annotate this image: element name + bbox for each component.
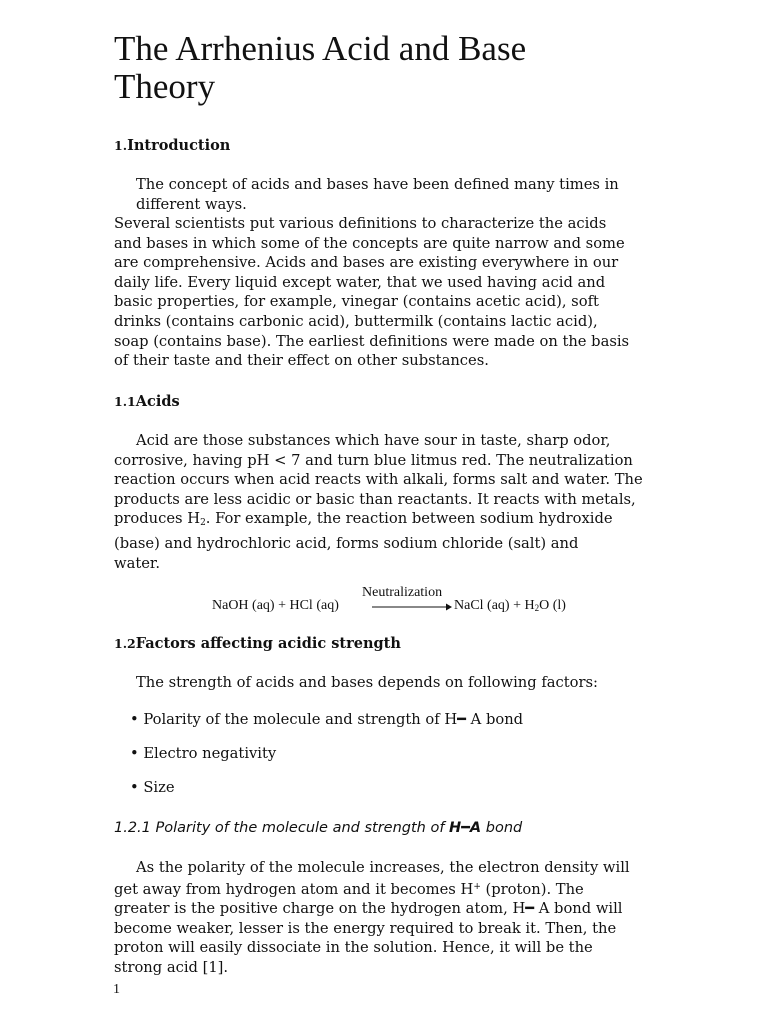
text-line: The concept of acids and bases have been defined many times in [136, 176, 619, 193]
acids-paragraph [114, 431, 674, 573]
superscript: + [473, 881, 481, 892]
heading-label: Factors affecting acidic strength [135, 635, 401, 652]
heading-label: Introduction [127, 137, 231, 154]
text-line: reaction occurs when acid reacts with alkali, forms salt and water. The [114, 471, 643, 489]
text-fragment: NaCl (aq) + H [454, 598, 535, 613]
text-fragment: O (l) [539, 598, 566, 613]
text-line: daily life. Every liquid except water, that we used having acid and [114, 273, 606, 291]
reaction-arrow-icon [372, 603, 452, 611]
text-line [114, 509, 674, 534]
heading-polarity [114, 820, 522, 836]
text-line: and bases in which some of the concepts are quite narrow and some [114, 234, 625, 252]
page-title [114, 30, 714, 106]
bond-symbol: ━ [525, 900, 535, 918]
neutralization-equation [212, 585, 612, 617]
heading-bond: H━A [449, 820, 482, 836]
polarity-paragraph [114, 858, 674, 978]
heading-factors [114, 635, 401, 652]
text-fragment: A bond will [534, 900, 623, 918]
text-fragment: get away from hydrogen atom and it becomes H [114, 880, 474, 898]
page-number: 1 [113, 982, 120, 997]
subscript: 2 [200, 518, 206, 529]
text-line: drinks (contains carbonic acid), buttermilk (contains lactic acid), [114, 312, 598, 330]
equation-reactants: NaOH (aq) + HCl (aq) [212, 598, 339, 613]
intro-paragraph-1 [114, 175, 674, 214]
heading-acids [114, 393, 180, 410]
text-fragment: produces H [114, 510, 201, 528]
text-line [114, 878, 674, 900]
bullet-text: • Polarity of the molecule and strength of H [130, 711, 458, 728]
text-fragment: . For example, the reaction between sodium hydroxide [205, 510, 613, 528]
text-line: corrosive, having pH < 7 and turn blue litmus red. The neutralization [114, 451, 633, 469]
text-line: basic properties, for example, vinegar (contains acetic acid), soft [114, 293, 599, 311]
heading-number: 1.2.1 [114, 820, 151, 836]
text-fragment: (proton). The [480, 880, 584, 898]
heading-number: 1.1 [114, 394, 136, 409]
text-line [114, 899, 674, 919]
bullet-item-size: • Size [130, 779, 175, 796]
heading-number: 1. [114, 138, 128, 153]
bullet-item-electronegativity: • Electro negativity [130, 745, 277, 762]
text-line: proton will easily dissociate in the solution. Hence, it will be the [114, 939, 593, 957]
heading-label: Polarity of the molecule and strength of [150, 820, 450, 836]
text-line: As the polarity of the molecule increases, the electron density will [136, 859, 630, 876]
text-line: of their taste and their effect on other substances. [114, 352, 489, 370]
bond-symbol: ━ [457, 711, 467, 728]
title-line-1: The Arrhenius Acid and Base [114, 29, 527, 68]
text-line: water. [114, 554, 160, 572]
factors-intro: The strength of acids and bases depends on following factors: [136, 674, 598, 691]
text-line: Several scientists put various definitions to characterize the acids [114, 215, 607, 232]
text-line: Acid are those substances which have sour in taste, sharp odor, [136, 432, 611, 449]
bullet-item-polarity [130, 711, 523, 728]
heading-label-tail: bond [481, 820, 523, 836]
text-line: are comprehensive. Acids and bases are existing everywhere in our [114, 254, 619, 272]
equation-products [454, 598, 566, 614]
equation-arrow-label: Neutralization [362, 585, 443, 600]
text-line: products are less acidic or basic than reactants. It reacts with metals, [114, 490, 636, 508]
text-line: different ways. [136, 195, 247, 213]
intro-paragraph-2 [114, 214, 674, 371]
text-line: (base) and hydrochloric acid, forms sodium chloride (salt) and [114, 534, 579, 552]
bullet-text: A bond [466, 711, 524, 728]
text-line: soap (contains base). The earliest definitions were made on the basis [114, 332, 630, 350]
title-line-2: Theory [114, 67, 216, 106]
text-fragment: greater is the positive charge on the hydrogen atom, H [114, 900, 526, 918]
text-line: strong acid [1]. [114, 958, 229, 976]
heading-introduction [114, 137, 230, 154]
heading-label: Acids [135, 393, 180, 410]
subscript: 2 [534, 603, 540, 613]
heading-number: 1.2 [114, 636, 136, 651]
text-line: become weaker, lesser is the energy required to break it. Then, the [114, 919, 617, 937]
